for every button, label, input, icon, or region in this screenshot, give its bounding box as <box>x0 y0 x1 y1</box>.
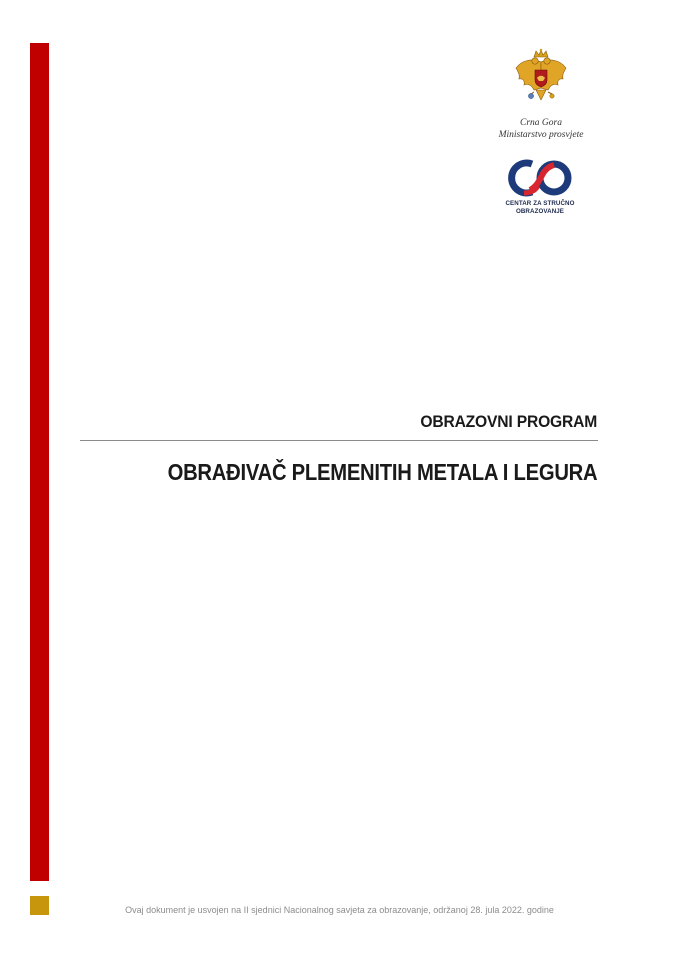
adoption-note: Ovaj dokument je usvojen na II sjednici Nacionalnog savjeta za obrazovanje, održanoj 28. jula 2022. godine <box>125 905 554 915</box>
center-name-line1: CENTAR ZA STRUČNO <box>505 200 575 207</box>
title-divider <box>80 440 598 441</box>
coat-of-arms-icon <box>512 48 570 112</box>
document-title: OBRAĐIVAČ PLEMENITIH METALA I LEGURA <box>167 459 597 485</box>
cso-logo-icon <box>502 156 578 200</box>
ministry-logo <box>475 48 607 141</box>
center-logo <box>497 156 583 215</box>
red-side-bar <box>30 43 49 881</box>
center-name-line2: OBRAZOVANJE <box>515 207 565 215</box>
country-caption: Crna Gora <box>520 118 562 128</box>
program-label: OBRAZOVNI PROGRAM <box>420 412 597 431</box>
ministry-caption: Ministarstvo prosvjete <box>498 130 584 140</box>
